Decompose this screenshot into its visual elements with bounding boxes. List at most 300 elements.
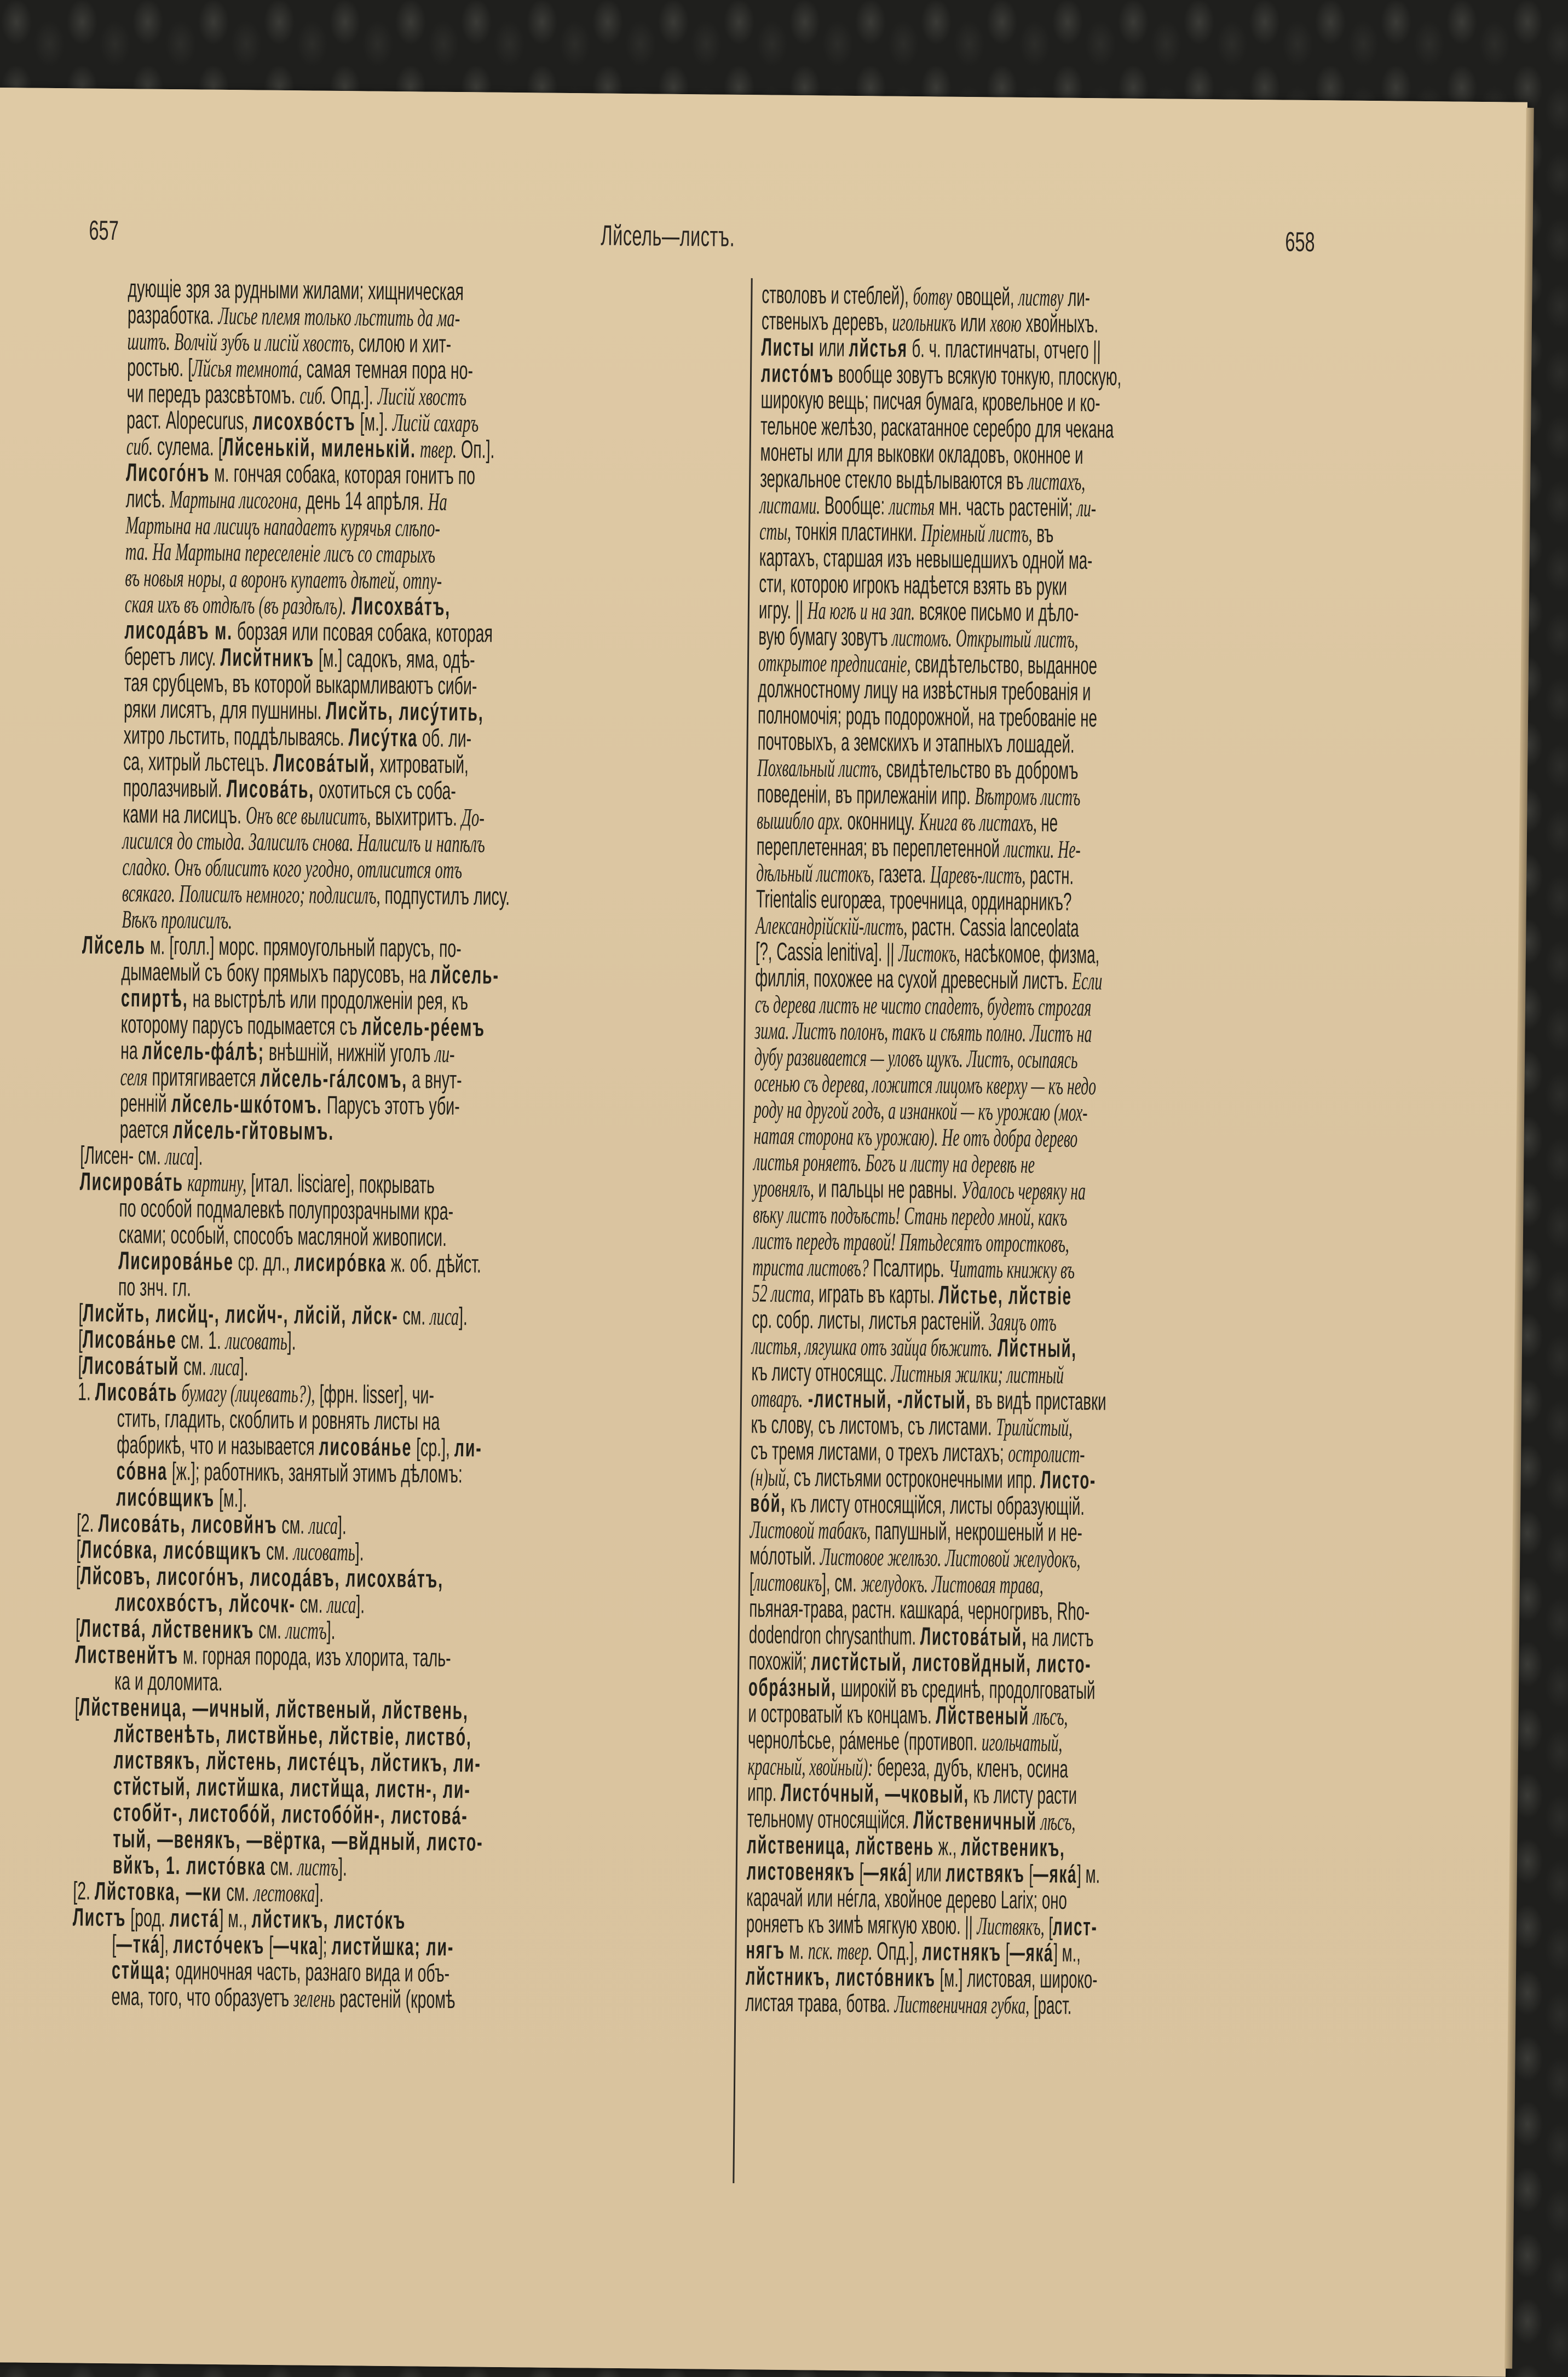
italic-text: триста листовъ? bbox=[752, 1253, 869, 1282]
body-text: въ bbox=[1032, 519, 1054, 548]
headword: лисохвóстъ, лйсочк- bbox=[115, 1588, 296, 1618]
italic-text: листъ bbox=[297, 1853, 339, 1882]
italic-text: Вѣкъ пролисилъ. bbox=[122, 905, 233, 934]
body-text: ]. bbox=[194, 1141, 203, 1170]
line-content bbox=[80, 1141, 203, 1169]
body-text: къ листу относящс. bbox=[751, 1357, 892, 1387]
headword: листнякъ bbox=[922, 1937, 1002, 1966]
headword: нягъ bbox=[746, 1935, 786, 1964]
body-text: пролазчивый. bbox=[123, 773, 227, 803]
body-text: об. ли- bbox=[417, 723, 472, 753]
body-text: поведеніи, въ прилежаніи ипр. bbox=[757, 779, 975, 810]
body-text: ли- bbox=[1063, 282, 1091, 312]
body-text: [ bbox=[264, 1930, 274, 1959]
body-text: дующіе зря за рудными жилами; хищническая bbox=[128, 274, 464, 306]
body-text: тая срубцемъ, въ которой выкармливаютъ сиби- bbox=[124, 668, 477, 700]
body-text: м. гончая собака, которая гонитъ по bbox=[210, 458, 476, 490]
italic-text: Листокъ, bbox=[898, 938, 961, 967]
body-text: ]. bbox=[239, 1352, 249, 1381]
headword: —якá bbox=[1010, 1937, 1054, 1967]
headword: лйсель-гáлсомъ, bbox=[260, 1063, 408, 1094]
italic-text: твер. bbox=[416, 435, 457, 464]
italic-text: Листовой табакъ, bbox=[750, 1515, 871, 1545]
line-content bbox=[745, 1989, 1071, 2019]
headword: Лисовáтый, bbox=[273, 748, 376, 778]
line-content bbox=[752, 1253, 1075, 1283]
italic-text: Лйсья темнотá, bbox=[192, 354, 303, 383]
italic-text: До- bbox=[461, 803, 485, 832]
body-text: [2. bbox=[76, 1508, 99, 1537]
line-content bbox=[125, 538, 436, 567]
line-content bbox=[125, 564, 442, 594]
italic-text: Александрійскій-листъ, bbox=[756, 911, 908, 941]
italic-text: лестовка bbox=[253, 1878, 315, 1907]
italic-text: лиса bbox=[430, 1302, 459, 1331]
italic-text: лиса bbox=[308, 1511, 338, 1540]
body-text: вообще зовутъ всякую тонкую, плоскую, bbox=[834, 359, 1122, 391]
body-text: см. bbox=[266, 1851, 298, 1881]
body-text: см. bbox=[222, 1878, 254, 1907]
body-text: ]. bbox=[326, 1616, 336, 1645]
line-content bbox=[754, 1095, 1088, 1126]
left-column bbox=[72, 275, 767, 2016]
body-text: не bbox=[1036, 808, 1058, 837]
body-text: силою и хит- bbox=[354, 328, 452, 358]
line-content bbox=[126, 459, 475, 488]
italic-text: игольникъ bbox=[892, 308, 956, 337]
headword: листйстый, листовйдный, листо- bbox=[811, 1647, 1092, 1678]
body-text: насѣкомое, физма, bbox=[960, 938, 1100, 969]
headword: стйстый, листйшка, листйща, листн-, ли- bbox=[113, 1772, 471, 1804]
line-content bbox=[112, 1957, 450, 1986]
headword: лйсель-фáлѣ; bbox=[142, 1036, 265, 1066]
headword: -листный, -лйстый, bbox=[803, 1384, 972, 1415]
headword: вóй, bbox=[750, 1488, 787, 1518]
line-content bbox=[118, 1273, 192, 1300]
body-text: [м.]. bbox=[355, 407, 393, 436]
italic-text: Удалось червяку на bbox=[961, 1175, 1086, 1205]
italic-text: Лисій сахаръ bbox=[392, 408, 479, 437]
headword: Лисовáть, bbox=[226, 774, 315, 804]
body-text: ]. bbox=[315, 1878, 324, 1907]
body-text: тельное желѣзо, раскатанное серебро для чекана bbox=[760, 411, 1114, 443]
body-text: ср. собр. листы, листья растеній. bbox=[752, 1305, 989, 1336]
italic-text: листья bbox=[889, 492, 935, 521]
line-content bbox=[77, 1509, 347, 1539]
body-text: ]; bbox=[318, 1931, 332, 1960]
italic-text: листъ передъ травой! Пятьдесятъ отростковъ, bbox=[752, 1226, 1070, 1257]
body-text: [2. bbox=[73, 1876, 95, 1905]
headword: Лисировáнье bbox=[118, 1246, 234, 1276]
line-content bbox=[119, 1195, 453, 1224]
headword: Листы bbox=[761, 332, 815, 362]
italic-text: ская ихъ въ отдѣлъ (въ раздѣлъ). bbox=[124, 590, 347, 620]
body-text: почтовыхъ, а земскихъ и этапныхъ лошадей. bbox=[757, 726, 1075, 758]
body-text: стить, гладить, скоблить и ровнять листы на bbox=[117, 1404, 440, 1435]
body-text: растеній (кромѣ bbox=[335, 1984, 456, 2014]
line-content bbox=[128, 275, 464, 304]
body-text: [ср.], bbox=[411, 1433, 455, 1462]
body-text: ]. bbox=[356, 1590, 365, 1619]
headword: —ткá bbox=[116, 1929, 160, 1958]
body-text: хитроватый, bbox=[375, 749, 469, 779]
headword: стйща; bbox=[111, 1955, 171, 1985]
italic-text: открытое предписаніе, bbox=[758, 648, 911, 678]
line-content bbox=[761, 333, 1101, 363]
italic-text: пск. твер. bbox=[808, 1936, 873, 1965]
body-text: беретъ лису. bbox=[124, 642, 221, 671]
italic-text: дѣльный листокъ, bbox=[756, 858, 875, 888]
body-text: са, хитрый льстецъ. bbox=[123, 747, 274, 777]
headword: сóвна bbox=[116, 1456, 168, 1486]
italic-text: осенью съ дерева, ложится лицомъ кверху — къ недо bbox=[754, 1069, 1097, 1100]
body-text: береза, дубъ, кленъ, осина bbox=[873, 1752, 1069, 1783]
body-text: внѣшній, нижній уголъ bbox=[264, 1037, 435, 1068]
body-text: ]. bbox=[338, 1853, 348, 1882]
italic-text: листъ bbox=[285, 1616, 327, 1645]
line-content bbox=[748, 1726, 1063, 1756]
body-text: [ж.]; работникъ, занятый этимъ дѣломъ: bbox=[167, 1457, 463, 1488]
italic-text: красный, хвойный): bbox=[747, 1752, 873, 1781]
body-text: къ слову, съ листомъ, съ листами. bbox=[751, 1410, 996, 1441]
body-text: [ bbox=[76, 1561, 81, 1590]
line-content bbox=[758, 622, 1079, 653]
italic-text: лиса bbox=[327, 1590, 356, 1619]
body-text: самая темная пора но- bbox=[302, 354, 474, 385]
italic-text: лисовать bbox=[293, 1537, 356, 1566]
line-content bbox=[73, 1877, 324, 1906]
line-content bbox=[114, 1668, 223, 1695]
headword: Лйственый bbox=[936, 1700, 1030, 1730]
headword: лйстья bbox=[849, 333, 908, 362]
headword: лйсель-шкóтомъ. bbox=[171, 1089, 323, 1119]
italic-text: натая сторона къ урожаю). Не отъ добра дерево bbox=[753, 1121, 1078, 1152]
italic-text: листки. Не- bbox=[1004, 834, 1081, 864]
italic-text: сладко. Онъ облиситъ кого угодно, отлисится отъ bbox=[122, 852, 463, 884]
headword: Листъ bbox=[72, 1902, 126, 1932]
headword: лйственица, лйствень bbox=[747, 1830, 935, 1861]
headword: Лисовáть bbox=[95, 1377, 178, 1407]
body-text: на выстрѣлѣ или продолженіи рея, къ bbox=[188, 984, 469, 1016]
italic-text: листья, лягушка отъ зайца бѣжитъ. bbox=[751, 1331, 993, 1362]
italic-text: ботву bbox=[913, 282, 953, 310]
body-text: переплетенная; въ переплетенной bbox=[756, 832, 1005, 863]
body-text: которому парусъ подымается съ bbox=[120, 1009, 362, 1041]
body-text: свидѣтельство, выданное bbox=[910, 649, 1098, 680]
italic-text: лисился до стыда. Залисилъ снова. Налисилъ и напѣлъ bbox=[122, 826, 486, 858]
body-text: полномочія; родъ подорожной, на требованіе не bbox=[757, 700, 1098, 732]
headword: листóчекъ bbox=[172, 1930, 265, 1959]
headword: Лисйть, лисйц-, лисйч-, лйсій, лйск- bbox=[83, 1298, 399, 1330]
body-text: Псалтирь. bbox=[868, 1253, 949, 1283]
italic-text: вѣку листъ подъѣсть! Стань передо мной, какъ bbox=[753, 1200, 1068, 1231]
italic-text: лиса bbox=[165, 1141, 194, 1170]
italic-text: лѣсъ, bbox=[1036, 1807, 1076, 1836]
line-content bbox=[752, 1306, 1057, 1335]
line-content bbox=[754, 1017, 1092, 1047]
body-text: а внут- bbox=[407, 1065, 462, 1094]
headword: Лйсель bbox=[82, 930, 146, 960]
body-text: см. bbox=[398, 1301, 430, 1330]
italic-text: Онъ все вылиситъ, bbox=[245, 801, 371, 830]
body-text: оконницу. bbox=[843, 806, 920, 836]
line-content bbox=[758, 701, 1097, 731]
body-text: см. bbox=[277, 1510, 309, 1539]
right-column bbox=[745, 281, 1375, 2021]
italic-text: остролист- bbox=[1008, 1439, 1085, 1468]
line-content bbox=[749, 1595, 1089, 1624]
line-content bbox=[760, 439, 1083, 468]
headword: листйшка; ли- bbox=[331, 1931, 454, 1961]
body-text: ка и доломита. bbox=[114, 1666, 223, 1697]
headword: лисовáнье bbox=[319, 1432, 412, 1462]
italic-text: отваръ. bbox=[751, 1384, 803, 1413]
italic-text: Царевъ-листъ, bbox=[930, 860, 1026, 890]
text-line bbox=[745, 1989, 1358, 2021]
page-number-right: 658 bbox=[1285, 226, 1315, 258]
body-text: или bbox=[815, 333, 849, 362]
italic-text: Лиственичная губка, bbox=[894, 1989, 1030, 2020]
body-text: [ bbox=[74, 1692, 79, 1721]
line-content bbox=[753, 1122, 1077, 1152]
line-content bbox=[117, 1405, 440, 1434]
body-text: широкую вещь; писчая бумага, кровельное и ко- bbox=[760, 385, 1100, 417]
body-text: 1. bbox=[77, 1377, 96, 1406]
line-content bbox=[754, 1069, 1096, 1099]
headword: лисóвщикъ bbox=[116, 1482, 215, 1512]
body-text: хвойныхъ. bbox=[1021, 308, 1099, 338]
line-content bbox=[123, 774, 457, 804]
line-content bbox=[753, 1174, 1086, 1204]
italic-text: Листныя жилки; листный bbox=[891, 1359, 1064, 1389]
line-content bbox=[760, 465, 1086, 495]
headword: Лйстовка, —ки bbox=[94, 1876, 222, 1907]
italic-text: Лисье племя только льстить да ма- bbox=[218, 301, 460, 332]
italic-text: Пріемный листъ, bbox=[921, 518, 1033, 548]
body-text: см. 1. bbox=[176, 1325, 226, 1355]
body-text: филлія, похожее на сухой древесный листъ. bbox=[755, 963, 1073, 995]
body-text: папушный, некрошеный и не- bbox=[871, 1516, 1083, 1547]
body-text: сулема. [ bbox=[152, 431, 223, 461]
line-content bbox=[125, 511, 440, 541]
running-title: Лйсель—листъ. bbox=[601, 220, 735, 253]
body-text: [м.] садокъ, яма, одѣ- bbox=[314, 643, 475, 674]
body-text: на листъ bbox=[1027, 1623, 1094, 1652]
headword: Листвá, лйственикъ bbox=[79, 1613, 255, 1644]
body-text: ], bbox=[160, 1929, 174, 1959]
body-text: по знч. гл. bbox=[118, 1272, 192, 1302]
body-text: ср. дл., bbox=[233, 1247, 295, 1277]
italic-text: листья роняетъ. Богъ и листу на деревѣ не bbox=[753, 1147, 1035, 1179]
italic-text: уровнялъ, bbox=[753, 1174, 815, 1203]
headword: Лисйть, лисýтить, bbox=[326, 696, 484, 726]
line-content bbox=[750, 1490, 1085, 1519]
body-text: Парусъ этотъ уби- bbox=[322, 1090, 460, 1121]
body-text: ственыхъ деревъ, bbox=[761, 306, 892, 336]
italic-text: дубу развивается — уловъ щукъ. Листъ, осыпаясь bbox=[754, 1042, 1078, 1074]
body-text: ростью. [ bbox=[126, 353, 193, 382]
line-content bbox=[120, 1089, 460, 1119]
body-text: и островатый къ концамъ. bbox=[748, 1699, 936, 1729]
body-text: dodendron chrysanthum. bbox=[748, 1620, 921, 1651]
italic-text: ли- bbox=[1076, 493, 1097, 522]
body-text: мн. часть растеній; bbox=[935, 492, 1077, 522]
body-text: и пальцы не равны. bbox=[814, 1174, 962, 1204]
body-text: [ bbox=[78, 1298, 83, 1327]
body-text: фабрикѣ, что и называется bbox=[116, 1430, 319, 1461]
headword: —чка bbox=[273, 1930, 319, 1960]
body-text: [ bbox=[78, 1351, 83, 1380]
body-text: ]. bbox=[355, 1537, 364, 1566]
body-text: чернолѣсье, рáменье (противоп. bbox=[747, 1725, 982, 1756]
body-text: ж. об. дѣйст. bbox=[386, 1248, 482, 1278]
body-text: лисѣ. bbox=[125, 484, 170, 514]
body-text: въ видѣ приставки bbox=[971, 1386, 1106, 1416]
headword: Лисировáть bbox=[79, 1167, 184, 1197]
italic-text: вышибло bbox=[756, 806, 815, 835]
italic-text: игольчатый, bbox=[981, 1728, 1063, 1757]
line-content bbox=[120, 1116, 335, 1144]
headword: —якá bbox=[1033, 1859, 1077, 1889]
body-text: съ тремя листами, о трехъ листахъ; bbox=[750, 1436, 1008, 1467]
body-text: тонкія пластинки. bbox=[791, 516, 922, 547]
body-text: борзая или псовая собака, которая bbox=[232, 616, 493, 648]
italic-text: та. На Мартына переселеніе лисъ со старыхъ bbox=[125, 537, 436, 568]
body-text: съ листьями остроконечными ипр. bbox=[789, 1462, 1041, 1494]
line-content bbox=[753, 1148, 1035, 1178]
headword: обрáзный, bbox=[748, 1672, 837, 1702]
body-text: растн. Cassia lanceolata bbox=[907, 911, 1079, 942]
italic-text: листами. bbox=[759, 491, 821, 520]
headword: Лйсовъ, лисогóнъ, лисодáвъ, лисохвáтъ, bbox=[80, 1561, 444, 1593]
body-text: см. bbox=[254, 1615, 286, 1645]
body-text: одиночная часть, разнаго вида и объ- bbox=[171, 1956, 450, 1988]
line-content bbox=[73, 1903, 406, 1933]
body-text: по особой подмалевкѣ полупрозрачными кра- bbox=[119, 1193, 454, 1226]
line-content bbox=[759, 544, 1093, 573]
italic-text: Если bbox=[1072, 966, 1103, 995]
headword: листá bbox=[169, 1903, 220, 1932]
body-text: стволовъ и стеблей), bbox=[762, 280, 913, 310]
italic-text: бумагу (лицевать?), bbox=[177, 1378, 315, 1408]
italic-text: сты, bbox=[759, 517, 792, 545]
headword: тый, —венякъ, —вёртка, —вйдный, листо- bbox=[113, 1824, 483, 1856]
line-content bbox=[76, 1614, 336, 1644]
italic-text: листомъ. Открытый листъ, bbox=[892, 623, 1079, 653]
body-text: играть въ карты. bbox=[814, 1279, 939, 1309]
headword: спиртѣ, bbox=[120, 983, 188, 1013]
italic-text: Книга въ листахъ, bbox=[919, 807, 1037, 837]
body-text: игру. || bbox=[758, 595, 808, 625]
body-text: мóлотый. bbox=[750, 1541, 821, 1571]
italic-text: листву bbox=[1018, 282, 1064, 311]
headword: Лиственйтъ bbox=[75, 1640, 179, 1670]
line-content bbox=[756, 885, 1072, 915]
body-text: разработка. bbox=[127, 300, 218, 330]
body-text: ] м., bbox=[1053, 1938, 1081, 1968]
body-text: [м.] листовая, широко- bbox=[935, 1963, 1098, 1994]
italic-text: (н)ый, bbox=[750, 1463, 790, 1491]
italic-text: Похвальный листъ, bbox=[757, 753, 883, 783]
body-text: день 14 апрѣля. bbox=[301, 486, 429, 516]
headword: Листóчный, —чковый, bbox=[780, 1778, 970, 1809]
body-text: [раст. bbox=[1029, 1991, 1072, 2020]
body-text: м. bbox=[785, 1935, 809, 1965]
body-text: м. горная порода, изъ хлорита, таль- bbox=[178, 1641, 451, 1672]
italic-text: листахъ, bbox=[1028, 467, 1086, 496]
italic-text: хвою bbox=[990, 309, 1022, 337]
body-text: см. bbox=[261, 1536, 294, 1566]
body-text: выхитритъ. bbox=[371, 801, 462, 832]
italic-text: селя bbox=[120, 1063, 148, 1091]
headword: стобйт-, листобóй, листобóйн-, листовá- bbox=[113, 1798, 468, 1830]
line-content bbox=[757, 780, 1080, 810]
italic-text: ли- bbox=[435, 1039, 455, 1068]
italic-text: желудокъ. Листовая трава, bbox=[861, 1569, 1044, 1599]
italic-text: зелень bbox=[293, 1984, 336, 2013]
line-content bbox=[122, 905, 232, 933]
line-content bbox=[747, 1779, 1077, 1808]
italic-text: Заяцъ отъ bbox=[989, 1307, 1057, 1336]
body-text: зеркальное стекло выдѣлываются въ bbox=[759, 464, 1028, 495]
italic-text: Вѣтромъ листъ bbox=[975, 782, 1081, 811]
body-text: газета. bbox=[874, 859, 931, 889]
body-text: ренній bbox=[119, 1088, 171, 1118]
headword: лйственѣть, листвйнье, лйствіе, листвó, bbox=[113, 1719, 472, 1751]
body-text: сти, которою игрокъ надѣется взять въ руки bbox=[759, 569, 1068, 601]
body-text: роняетъ къ зимѣ мягкую хвою. || bbox=[746, 1909, 977, 1940]
headword: Лйсенькій, миленькій. bbox=[222, 432, 417, 463]
body-text: картахъ, старшая изъ невышедшихъ одной ма- bbox=[759, 543, 1093, 575]
body-text: сками; особый, способъ масляной живописи. bbox=[118, 1220, 447, 1251]
body-text: см. bbox=[295, 1589, 327, 1618]
body-text: б. ч. пластинчаты, отчего || bbox=[907, 333, 1101, 365]
body-text: ] м., bbox=[219, 1903, 252, 1933]
italic-text: зима. Листъ полонъ, такъ и сѣять полно. Листъ на bbox=[754, 1016, 1092, 1048]
body-text: [ bbox=[1001, 1937, 1010, 1966]
line-content bbox=[757, 728, 1075, 757]
headword: Лисовáть, лисовйнъ bbox=[98, 1508, 278, 1539]
page-header bbox=[0, 214, 1526, 272]
line-content bbox=[111, 1983, 455, 2013]
italic-text: На югѣ и на зап. bbox=[807, 596, 915, 626]
italic-text: роду на другой годъ, а изнанкой — къ урожаю (мох- bbox=[753, 1095, 1088, 1127]
body-text: ипр. bbox=[747, 1778, 781, 1807]
body-text: притягивается bbox=[147, 1062, 261, 1092]
italic-text: лѣсъ, bbox=[1029, 1702, 1068, 1730]
headword: Лйственичный bbox=[913, 1805, 1037, 1836]
italic-text: съ дерева листъ не чисто спадетъ, будетъ строгая bbox=[754, 990, 1092, 1022]
body-text: ками на лисицъ. bbox=[123, 799, 246, 829]
line-content bbox=[122, 853, 462, 883]
body-text: дымаемый съ боку прямыхъ парусовъ, на bbox=[121, 957, 431, 989]
body-text: [?, Cassia lenitiva]. || bbox=[755, 937, 899, 967]
line-content bbox=[758, 675, 1091, 705]
body-text: ], см. bbox=[822, 1568, 861, 1597]
italic-text: сиб. bbox=[126, 432, 153, 460]
line-content bbox=[757, 833, 1081, 863]
body-text: чи передъ разсвѣтомъ. bbox=[126, 379, 300, 409]
line-content bbox=[753, 1201, 1068, 1231]
line-content bbox=[126, 485, 447, 515]
headword: Лисовáтый bbox=[82, 1351, 180, 1381]
line-content bbox=[747, 1831, 1065, 1861]
line-content bbox=[754, 1043, 1078, 1073]
headword: Лйстный, bbox=[992, 1333, 1077, 1363]
body-text: ]. bbox=[337, 1511, 347, 1540]
italic-text: картину, bbox=[183, 1168, 247, 1197]
italic-text: въ новыя норы, а воронъ купаетъ дѣтей, отпу- bbox=[125, 563, 442, 595]
